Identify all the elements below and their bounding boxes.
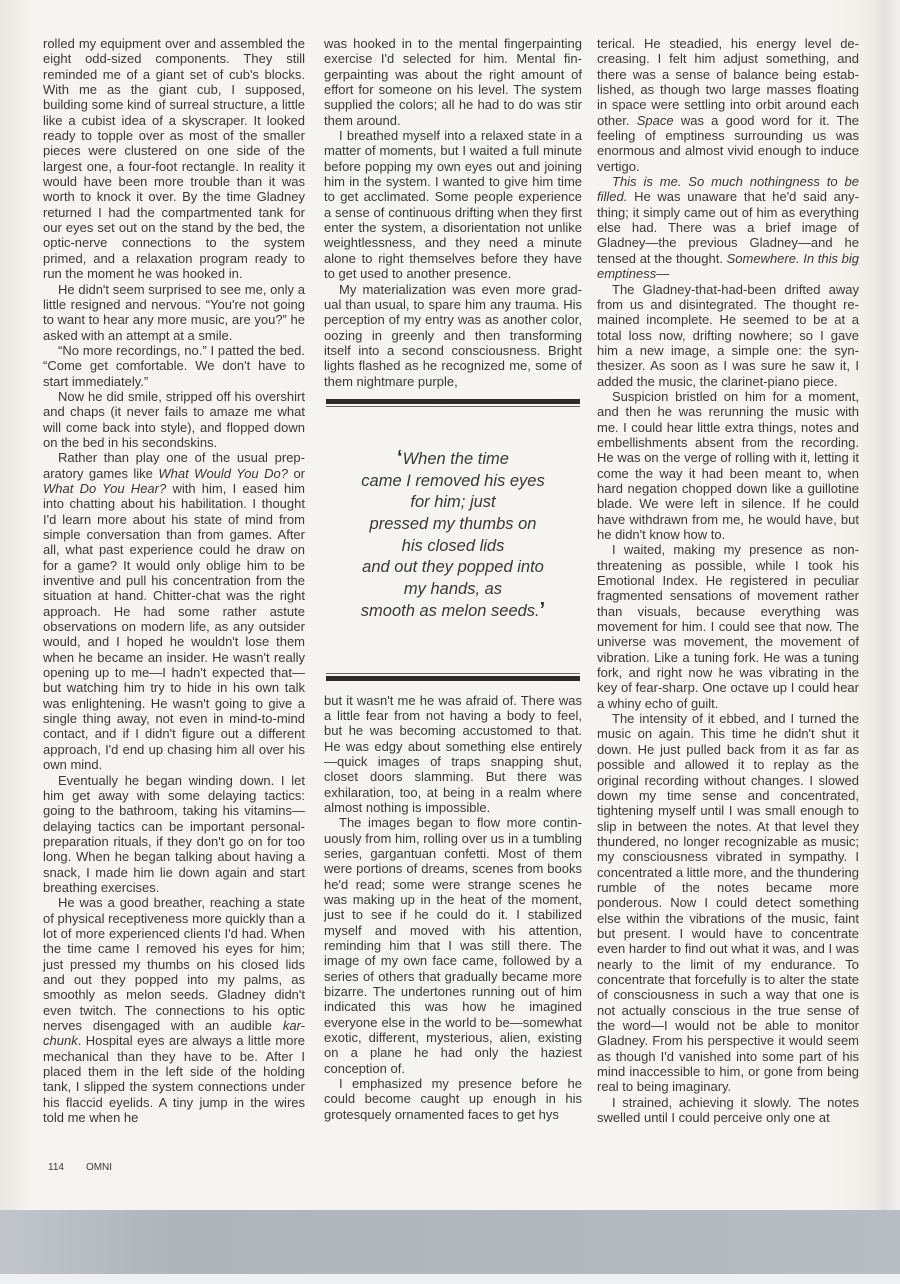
text-run: The Gladney-that-had-been drifted away from us and disintegrated. The thought remained incomplete. He seemed to be at a total loss now, drifting nowhere; so I gave him a new image, a simple one: the synthesizer. As soon as I was sure he saw it, I added the music, the clarinet-piano piece.: [597, 281, 859, 389]
pull-quote-line: and out they popped into: [362, 558, 544, 577]
paragraph: [324, 815, 582, 1076]
pull-quote-line: came I removed his eyes: [361, 471, 545, 490]
paragraph: [43, 450, 305, 772]
column-2-bottom-text: [324, 693, 582, 1123]
paragraph: [597, 542, 859, 711]
text-run: rolled my equipment over and assembled the eight odd-sized components. They still reminded me of a giant set of cub's blocks. With me as the giant cub, I supposed, building some kind of surreal structure, a little like a cubist idea of a skyscraper. It looked ready to topple over as most of the smaller pieces were clustered on one side of the largest one, a four-foot rectangle. In reality it would have been more trouble than it was worth to knock it over. By the time Gladney returned I had the compartmented tank for our eyes set out on the stand by the bed, the optic-nerve connections to the system primed, and a relaxation program ready to run the moment he was hooked in.: [43, 36, 305, 282]
magazine-name: OMNI: [85, 1162, 113, 1173]
paragraph: [43, 389, 305, 450]
text-run: was hooked in to the mental fingerpainting exercise I'd selected for him. Mental fingerpainting was about the right amount of effort for someone on his level. The system supplied the colors; all he had to do was stir them around.: [324, 36, 582, 128]
paragraph: [597, 36, 859, 174]
text-run: I emphasized my presence before he could become caught up enough in his grotesquely ornamented faces to get hys: [324, 1076, 582, 1122]
paragraph: [43, 282, 305, 343]
pull-quote-line: smooth as melon seeds.: [360, 601, 540, 620]
text-run: but it wasn't me he was afraid of. There was a little fear from not having a body to feel, but he was becoming accustomed to that. He was edgy about something else entirely—quick images of traps snapping shut, closet doors slamming. But there was exhilaration, too, at being in a realm where almost nothing is impossible.: [324, 692, 582, 815]
paragraph: [324, 282, 582, 389]
column-3: [597, 36, 859, 1125]
open-quote-mark: ‘: [397, 446, 403, 469]
column-1: [43, 36, 305, 1125]
paragraph: [597, 174, 859, 281]
text-run: was a good word for it. The feeling of emptiness surrounding us was enormous and almost vivid enough to induce vertigo.: [597, 112, 859, 174]
close-quote-mark: ’: [539, 598, 546, 621]
text-run: The intensity of it ebbed, and I turned the music on again. This time he didn't shut it down. He just pulled back from it as far as possible and allowed it to replay as the original recording without changes. I slowed down my time sense and concentrated, tightening myself until I was small enough to slip in between the notes. At that level they thundered, no longer recognizable as music; my consciousness vibrated in sympathy. I concentrated a little more, and the thundering rumble of the notes became more ponderous. Now I could detect something else within the vibrations of the music, faint but present. I would have to concentrate even harder to find out what it was, and I was nearly to the limit of my endurance. To concentrate that forcefully is to alter the state of consciousness in such a way that one is not actually conscious in the true sense of the word—I would not be able to monitor Gladney. From his perspective it would seem as though I'd vanished into some part of his mind inaccessible to him, or gone from being real to being imaginary.: [597, 711, 859, 1095]
text-run: I strained, achieving it slowly. The notes swelled until I could perceive only one at: [597, 1094, 859, 1126]
pull-quote-text: [324, 407, 582, 673]
italic-text: Somewhere. In this big emptiness—: [597, 250, 859, 282]
text-run: . Hospital eyes are always a little more mechanical than they have to be. After I placed them in the left side of the holding tank, I slipped the system connections under his flaccid eyelids. A tiny jump in the wires told me when he: [43, 1033, 305, 1126]
pull-quote: [324, 399, 582, 681]
pull-quote-line: When the time: [402, 449, 509, 468]
scan-edge: [0, 1274, 900, 1284]
text-run: I waited, making my presence as nonthreatening as possible, while I took his Emotional Index. He registered in peculiar fragmented sensations of movement rather than visuals, because everything was movement for him. I could see that now. The universe was movement, the movement of vibration. Like a tuning fork. He was a tuning fork, and right now he was vibrating in the key of fear-sharp. One octave up I could hear a whiny echo of guilt.: [597, 542, 859, 711]
paragraph: [43, 36, 305, 282]
column-2: [324, 36, 582, 1122]
pull-quote-line: my hands, as: [403, 580, 503, 599]
italic-text: What Would You Do?: [158, 465, 288, 481]
page-number: 114: [48, 1162, 64, 1173]
italic-text: kar-chunk: [43, 1018, 305, 1049]
paragraph: [43, 773, 305, 896]
paragraph: [597, 1095, 859, 1126]
text-run: He was a good breather, reaching a state of physical receptiveness more quickly than a lot of more experienced clients I'd had. When the time came I removed his eyes for him; just pressed my thumbs on his closed lids and out they popped into my palms, as smoothly as melon seeds. Gladney didn't even twitch. The connections to his optic nerves disengaged with an audible: [43, 895, 305, 1033]
paragraph: [597, 711, 859, 1095]
pull-quote-bottom-rule-thick: [326, 676, 580, 681]
text-run: Eventually he began winding down. I let him get away with some delaying tactics: going to the bathroom, taking his vitamins—delaying tactics can be important personal-preparation rituals, if they don't go on for too long. When he began talking about having a snack, I made him lie down again and start breathing exercises.: [43, 772, 305, 895]
paragraph: [597, 282, 859, 389]
text-run: Now he did smile, stripped off his overshirt and chaps (it never fails to amaze me what will come back into style), and flopped down on the bed in his secondskins.: [43, 388, 305, 450]
column-2-top-text: [324, 36, 582, 389]
text-run: He didn't seem surprised to see me, only a little resigned and nervous. “You're not going to want to hear any more music, are you?” he asked with an attempt at a smile.: [43, 281, 305, 343]
folio: [48, 1162, 134, 1173]
pull-quote-line: pressed my thumbs on: [369, 515, 537, 534]
text-run: terical. He steadied, his energy level decreasing. I felt him adjust something, and there was a sense of balance being established, as though two large masses floating in space were settling into orbit around each other.: [597, 36, 859, 128]
scan-background: [0, 1210, 900, 1274]
pull-quote-line: for him; just: [410, 493, 496, 512]
pull-quote-bottom-rule-thin: [326, 673, 580, 674]
text-run: My materialization was even more gradual than usual, to spare him any trauma. His perception of my entry was as another color, oozing in greenly and then transforming itself into a second consciousness. Bright lights flashed as he recognized me, some of them nightmare purple,: [324, 281, 582, 389]
text-run: with him, I eased him into chatting about his habilitation. I thought I'd learn more about his state of mind from simple conversation than from games. After all, what past experience could he draw on for a game? It would only oblige him to be inventive and pull his concentration from the situation at hand. Chitter-chat was the right approach. He had some rather astute observations on modern life, as any outsider would, and I hoped he wouldn't lose them when he became an insider. He wasn't really opening up to me—I hadn't expected that—but watching him try to hide in his own talk was enlightening. He wasn't going to give a single thing away, not even in mind-to-mind contact, and if I didn't figure out a different approach, I'd end up chasing him all over his own mind.: [43, 480, 305, 773]
italic-text: Space: [636, 112, 674, 128]
text-run: “No more recordings, no.” I patted the bed. “Come get comfortable. We don't have to start immediately.”: [43, 342, 305, 389]
text-run: or: [287, 465, 306, 481]
paragraph: [324, 693, 582, 816]
text-run: Rather than play one of the usual preparatory games like: [43, 450, 305, 481]
paragraph: [324, 36, 582, 128]
text-run: The images began to flow more continuously from him, rolling over us in a tumbling series, gargantuan confetti. Most of them were portions of dreams, scenes from books he'd read; some were strange scenes he was making up in the heat of the moment, just to see if he could do it. I stabilized myself and moved with his attention, reminding him that I was still there. The image of my own face came, followed by a series of others that gradually became more bizarre. The undertones running out of him indicated this was how he imagined everyone else in the world to be—somewhat exotic, different, mysterious, alien, existing on a plane he had only the haziest conception of.: [324, 815, 582, 1076]
paragraph: [43, 343, 305, 389]
italic-text: What Do You Hear?: [43, 480, 167, 496]
paragraph: [597, 389, 859, 542]
pull-quote-top-rule-thick: [326, 399, 580, 404]
text-run: Suspicion bristled on him for a moment, and then he was rerunning the music with me. I could hear little extra things, notes and embellishments absent from the recording. He was on the verge of rolling with it, letting it come the way it had been meant to, when hard negation chopped down like a guillotine blade. We were left in silence. If he could have withdrawn from me, he would have, but he didn't know how to.: [597, 388, 859, 542]
text-run: I breathed myself into a relaxed state in a matter of moments, but I waited a full minute before popping my own eyes out and joining him in the system. I wanted to give him time to get acclimated. Some people experience a sense of continuous drifting when they first enter the system, a disorientation not unlike weightlessness, and they need a minute alone to right themselves before they have to get used to another presence.: [324, 128, 582, 282]
paragraph: [324, 128, 582, 281]
italic-text: This is me. So much nothingness to be filled.: [597, 174, 859, 205]
text-run: He was unaware that he'd said anything; it simply came out of him as everything else had. There was a brief image of Gladney—the previous Gladney—and he tensed at the thought.: [597, 189, 859, 266]
pull-quote-line: his closed lids: [401, 536, 505, 555]
paragraph: [324, 1076, 582, 1122]
paragraph: [43, 895, 305, 1125]
